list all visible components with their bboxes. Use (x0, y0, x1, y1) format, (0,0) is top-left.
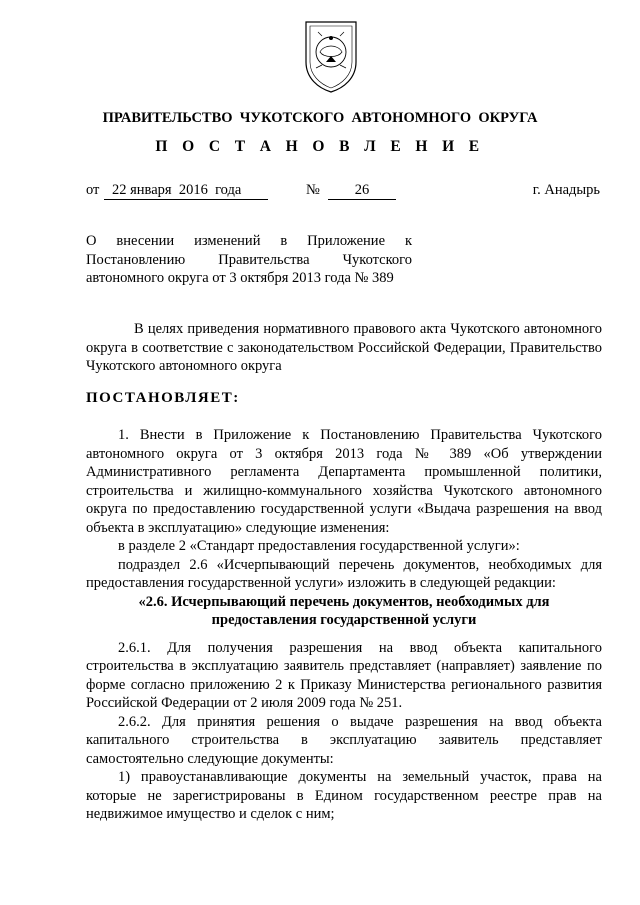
paragraph-1: 1. Внести в Приложение к Постановлению Правительства Чукотского автономного округа от 3 октября 2013 года № 389 «Об утверждении Административного регламента Департамента промышленной политики, строительства и жилищно-коммунального хозяйства Чукотского автономного округа по предоставлению государственной услуги «Выдача разрешения на ввод объекта в эксплуатацию» следующие изменения: (86, 427, 602, 536)
decree-body (86, 426, 602, 824)
subsection-heading-line: «2.6. Исчерпывающий перечень документов, необходимых для (138, 593, 550, 610)
coat-of-arms-emblem-icon (300, 18, 362, 94)
resolve-heading: ПОСТАНОВЛЯЕТ: (86, 390, 240, 406)
decree-date: 22 января 2016 года (104, 182, 268, 200)
date-prefix: от (86, 182, 100, 198)
paragraph-2-6-2: 2.6.2. Для принятия решения о выдаче разрешения на ввод объекта капитального строительства в эксплуатацию заявитель представляет самостоятельно следующие документы: (86, 713, 602, 767)
document-type-title: П О С Т А Н О В Л Е Н И Е (155, 138, 485, 155)
paragraph-subsection-2-6: подраздел 2.6 «Исчерпывающий перечень документов, необходимых для предоставления государственной услуги» изложить в следующей редакции: (86, 556, 602, 591)
paragraph-section-2: в разделе 2 «Стандарт предоставления государственной услуги»: (118, 538, 520, 554)
decree-subject (86, 232, 412, 288)
government-title: ПРАВИТЕЛЬСТВО ЧУКОТСКОГО АВТОНОМНОГО ОКРУГА (102, 110, 538, 126)
subject-line: О внесении изменений в Приложение к (86, 233, 412, 249)
subsection-heading-line: предоставления государственной услуги (211, 612, 477, 628)
subject-line: Постановлению Правительства Чукотского (86, 251, 412, 268)
subject-line: автономного округа от 3 октября 2013 года № 389 (86, 270, 394, 286)
number-label: № (306, 182, 320, 198)
paragraph-2-6-2-item-1: 1) правоустанавливающие документы на земельный участок, права на которые не зарегистрированы в Едином государственном реестре прав на недвижимое имущество и сделок с ним; (86, 769, 602, 822)
city-name: г. Анадырь (532, 182, 600, 198)
date-number-line (86, 182, 600, 202)
decree-number: 26 (328, 182, 396, 200)
preamble-paragraph: В целях приведения нормативного правового акта Чукотского автономного округа в соответствие с законодательством Российской Федерации, Правительство Чукотского автономного округа (86, 321, 602, 374)
paragraph-2-6-1: 2.6.1. Для получения разрешения на ввод объекта капитального строительства в эксплуатацию заявитель представляет (направляет) заявление по форме согласно приложению 2 к Приказу Министерства регионального развития Российской Федерации от 2 июля 2009 года № 251. (86, 639, 602, 711)
